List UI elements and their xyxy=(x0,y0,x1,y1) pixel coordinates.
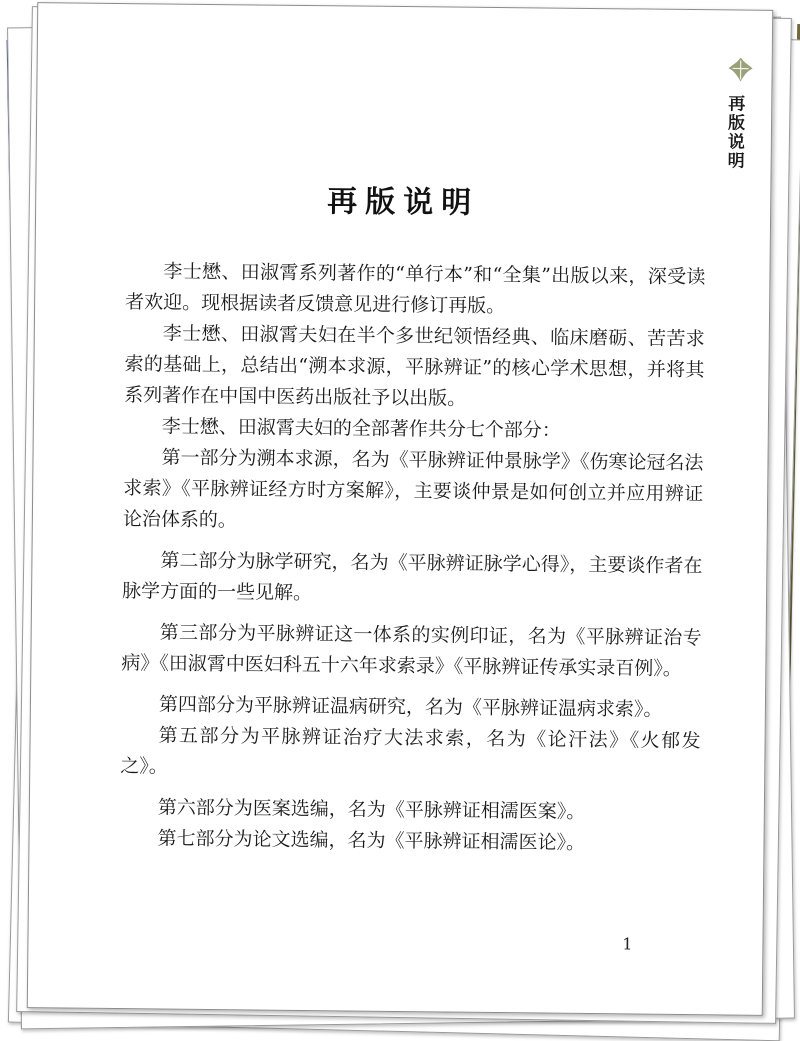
page-title: 再版说明 xyxy=(327,184,480,221)
document-body xyxy=(119,256,705,860)
page-number: 1 xyxy=(622,934,633,954)
paragraph: 第六部分为医案选编，名为《平脉辨证相濡医案》。 xyxy=(157,796,586,823)
side-running-title: 再版说明 xyxy=(723,94,745,171)
paragraph: 第二部分为脉学研究，名为《平脉辨证脉学心得》，主要谈作者在脉学方面的一些见解。 xyxy=(122,549,703,605)
document-page xyxy=(27,2,773,1016)
paragraph: 李士懋、田淑霄夫妇在半个多世纪领悟经典、临床磨砺、苦苦求索的基础上，总结出“溯本求源，平脉辨证”的核心学术思想，并将其系列著作在中国中医药出版社予以出版。 xyxy=(124,322,705,410)
paragraph: 李士懋、田淑霄系列著作的“单行本”和“全集”出版以来，深受读者欢迎。现根据读者反馈意见进行修订再版。 xyxy=(125,260,706,318)
paragraph: 李士懋、田淑霄夫妇的全部著作共分七个部分： xyxy=(161,415,561,442)
paragraph: 第三部分为平脉辨证这一体系的实例印证，名为《平脉辨证治专病》《田淑霄中医妇科五十六年求索录》《平脉辨证传承实录百例》。 xyxy=(121,621,702,680)
paragraph: 第七部分为论文选编，名为《平脉辨证相濡医论》。 xyxy=(157,827,586,854)
paragraph: 第五部分为平脉辨证治疗大法求索，名为《论汗法》《火郁发之》。 xyxy=(120,724,701,778)
paragraph: 第四部分为平脉辨证温病研究，名为《平脉辨证温病求索》。 xyxy=(158,693,663,721)
leaf-ornament-icon xyxy=(725,54,755,84)
paragraph: 第一部分为溯本求源，名为《平脉辨证仲景脉学》《伤寒论冠名法求索》《平脉辨证经方时方案解》，主要谈仲景是如何创立并应用辨证论治体系的。 xyxy=(122,446,704,532)
